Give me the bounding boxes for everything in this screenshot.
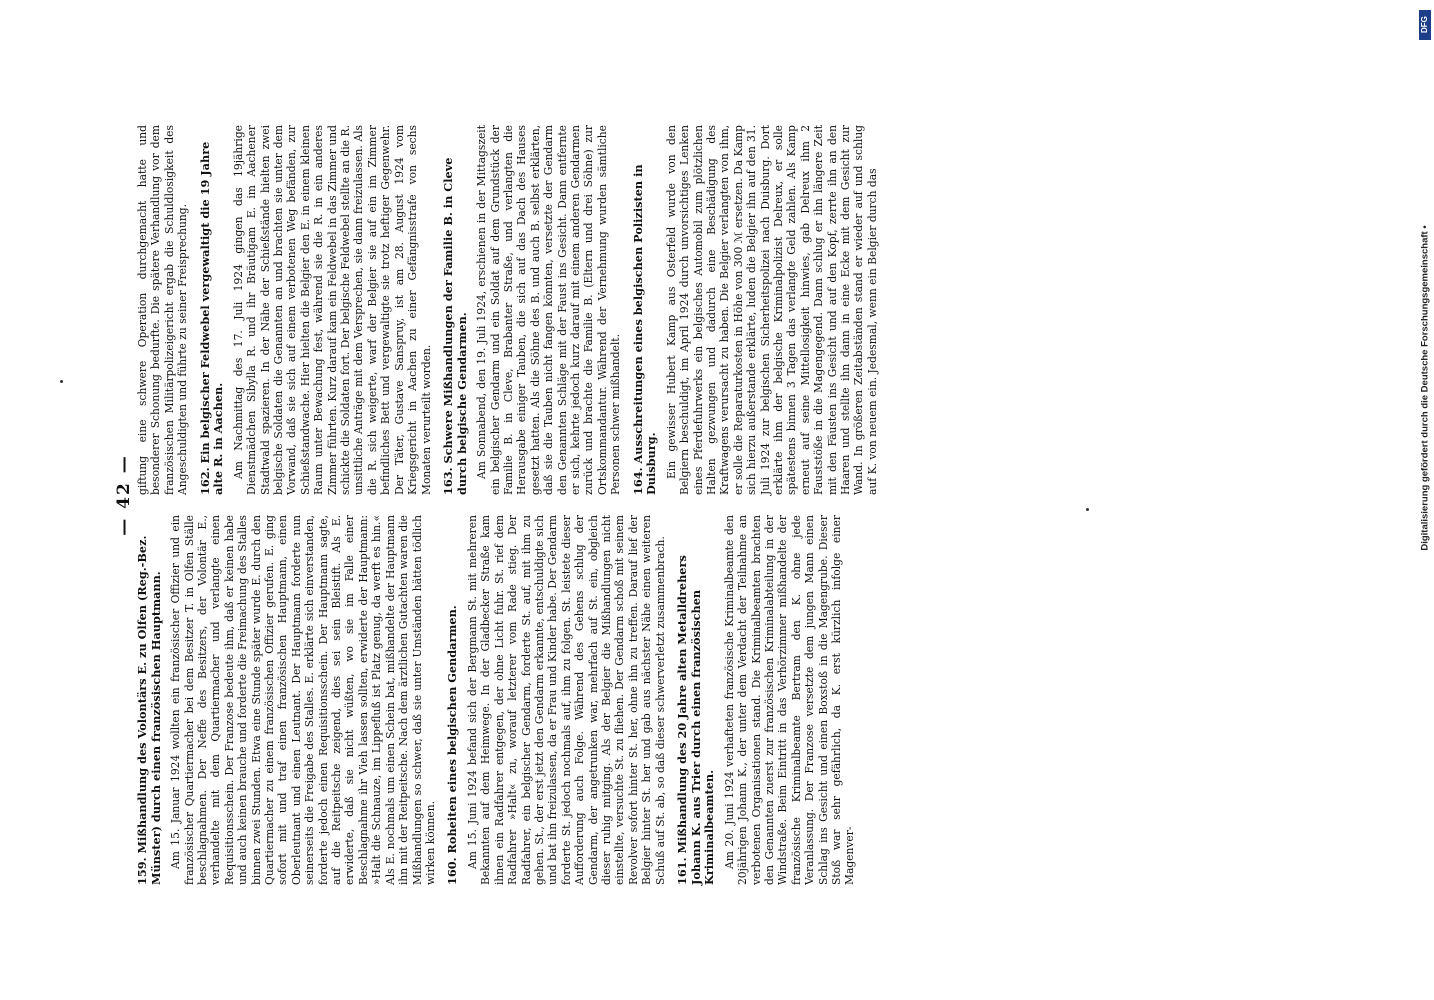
right-column (136, 125, 879, 495)
section-number: 164. (630, 467, 645, 495)
section-number: 159. (135, 857, 149, 885)
digitization-margin-note (1418, 0, 1432, 1000)
scan-speck (60, 380, 63, 383)
digitization-credit: Digitalisierung gefördert durch die Deutsche Forschungsgemeinschaft • (1419, 225, 1431, 551)
section-heading (676, 515, 717, 885)
continued-paragraph: giftung eine schwere Operation durchgemacht hatte und besonderer Schonung bedurfte. Die spätere Verhandlung vor dem französischen Militärpolizeigericht ergab die Schuldlosigkeit des Angeschuldigten und führte zu seiner Freisprechung. (136, 125, 190, 495)
section-paragraph: Am 15. Januar 1924 wollten ein französischer Offizier und ein französischer Quartiermacher bei dem Besitzer T. in Olfen Ställe beschlagnahmen. Der Neffe des Besitzers, der Volontär E., verhandelte mit dem Quartiermacher und verlangte einen Requisitionsschein. Der Franzose bedeute ihm, daß er keinen habe und auch keinen brauche und forderte die Freimachung des Stalles binnen zwei Stunden. Etwa eine Stunde später wurde E. durch den Quartiermacher zu einem französischen Offizier gerufen. E. ging sofort mit und traf einen französischen Hauptmann, einen Oberleutnant und einen Leutnant. Der Hauptmann forderte nun seinerseits die Freigabe des Stalles. E. erklärte sich einverstanden, forderte jedoch einen Requisitionsschein. Der Hauptmann sagte, auf die Reitpeitsche zeigend, dies sei sein Bleistift. Als E. erwiderte, daß sie nicht wüßten, wo sie im Falle einer Beschlagnahme ihr Vieh lassen sollten, erwiderte der Hauptmann: »Halt die Schnauze, im Lippefluß ist Platz genug, da werft es hin.« Als E. nochmals um einen Schein bat, mißhandelte der Hauptmann ihn mit der Reitpeitsche. Nach dem ärztlichen Gutachten waren die Mißhandlungen so schwer, daß sie unter Umständen hätten tödlich wirken können. (169, 515, 437, 885)
page-number: — 42 — (114, 454, 134, 536)
section-title: Roheiten eines belgischen Gendarmen. (445, 605, 460, 854)
dfg-logo: DFG (1419, 10, 1431, 40)
section-paragraph: Ein gewisser Hubert Kamp aus Osterfeld wurde von den Belgiern beschuldigt, im April 1924 durch unvorsichtiges Lenken eines Pferdefuhrwerks ein belgisches Automobil zum plötzlichen Halten gezwungen und dadurch eine Beschädigung des Kraftwagens verursacht zu haben. Die Belgier verlangten von ihm, er solle die Reparaturkosten in Höhe von 300 ℳ ersetzen. Da Kamp sich hierzu außerstande erklärte, luden die Belgier ihn auf den 31. Juli 1924 zur belgischen Sicherheitspolizei nach Duisburg. Dort erklärte ihm der belgische Kriminalpolizist Delreux, er solle spätestens binnen 3 Tagen das verlangte Geld zahlen. Als Kamp erneut auf seine Mittellosigkeit hinwies, gab Delreux ihm 2 Fauststöße in die Magengegend. Dann schlug er ihn längere Zeit mit den Fäusten ins Gesicht und auf den Kopf, zerrte ihn an den Haaren und stellte ihn dann in eine Ecke mit dem Gesicht zur Wand. In größeren Zeitabständen stand er wieder auf und schlug auf K. von neuem ein. Jedesmal, wenn ein Belgier durch das (664, 125, 879, 495)
section-paragraph: Am Nachmittag des 17. Juli 1924 gingen das 19jährige Dienstmädchen Sibylla R. und ihr Bräutigam E. im Aachener Stadtwald spazieren. In der Nähe der Schießstände hielten zwei belgische Soldaten die Genannten an und brachten sie unter dem Vorwand, daß sie sich auf einem verbotenen Weg befänden, zur Schießstandwache. Hier hielten die Belgier den E. in einem kleinen Raum unter Bewachung fest, während sie die R. in ein anderes Zimmer führten. Kurz darauf kam ein Feldwebel in das Zimmer und schickte die Soldaten fort. Der belgische Feldwebel stellte an die R. unsittliche Anträge mit dem Versprechen, sie dann freizulassen. Als die R. sich weigerte, warf der Belgier sie auf ein im Zimmer befindliches Bett und vergewaltigte sie trotz heftiger Gegenwehr. Der Täter, Gustave Sanspruy, ist am 28. August 1924 vom Kriegsgericht in Aachen zu einer Gefängnisstrafe von sechs Monaten verurteilt worden. (231, 125, 433, 495)
section-heading (442, 125, 469, 495)
section-heading (136, 515, 163, 885)
section-title: Ausschreitungen eines belgischen Polizisten in Duisburg. (630, 164, 659, 495)
scanned-page (112, 105, 1277, 885)
section-title: Schwere Mißhandlungen der Familie B. in Cleve durch belgische Gendarmen. (440, 157, 469, 495)
section-heading (199, 125, 226, 495)
section-heading (632, 125, 659, 495)
left-column (136, 515, 857, 885)
section-paragraph: Am 20. Juni 1924 verhafteten französische Kriminalbeamte den 20jährigen Johann K., der unter dem Verdacht der Teilnahme an verbotenen Organisationen stand. Die Kriminalbeamten brachten den Genannten zuerst zur französischen Kriminalabteilung in der Windstraße. Beim Eintritt in das Verhörzimmer mißhandelte der französische Kriminalbeamte Bertram den K. ohne jede Veranlassung. Der Franzose versetzte dem jungen Mann einen Schlag ins Gesicht und einen Boxstoß in die Magengrube. Dieser Stoß war sehr gefährlich, da K. erst kürzlich infolge einer Magenver- (722, 515, 857, 885)
section-paragraph: Am Sonnabend, den 19. Juli 1924, erschienen in der Mittagszeit ein belgischer Gendarm und ein Soldat auf dem Grundstück der Familie B. in Cleve, Brabanter Straße, und verlangten die Herausgabe einiger Tauben, die sich auf das Dach des Hauses gesetzt hatten. Als die Söhne des B. und auch B. selbst erklärten, daß sie die Tauben nicht fangen könnten, versetzte der Gendarm den Genannten Schläge mit der Faust ins Gesicht. Dann entfernte er sich, kehrte jedoch kurz darauf mit einem anderen Gendarmen zurück und brachte die Familie B. (Eltern und drei Söhne) zur Ortskommandantur. Während der Vernehmung wurden sämtliche Personen schwer mißhandelt. (475, 125, 623, 495)
section-heading (446, 515, 460, 885)
section-number: 160. (445, 857, 460, 885)
section-title: Ein belgischer Feldwebel vergewaltigt die 19 Jahre alte R. in Aachen. (197, 141, 226, 495)
section-title: Mißhandlung des Volontärs E. zu Olfen (Reg.-Bez. Münster) durch einen französischen Hauptmann. (135, 535, 163, 885)
section-number: 161. (675, 857, 689, 885)
scan-speck (1086, 508, 1089, 511)
section-number: 163. (440, 467, 455, 495)
section-number: 162. (197, 467, 212, 495)
section-title: Mißhandlung des 20 Jahre alten Metalldrehers Johann K. aus Trier durch einen französischen Kriminalbeamten. (675, 555, 717, 885)
section-paragraph: Am 15. Juni 1924 befand sich der Bergmann St. mit mehreren Bekannten auf dem Heimwege. In der Gladbecker Straße kam ihnen ein Radfahrer entgegen, der ohne Licht fuhr. St. rief dem Radfahrer »Halt« zu, worauf letzterer vom Rade stieg. Der Radfahrer, ein belgischer Gendarm, forderte St. auf, mit ihm zu gehen. St., der erst jetzt den Gendarm erkannte, entschuldigte sich und bat ihn freizulassen, da er Frau und Kinder habe. Der Gendarm forderte St. jedoch nochmals auf, ihm zu folgen. St. leistete dieser Aufforderung auch Folge. Während des Gehens schlug der Gendarm, der angetrunken war, mehrfach auf St. ein, obgleich dieser ruhig mitging. Als der Belgier die Mißhandlungen nicht einstellte, versuchte St. zu fliehen. Der Gendarm schoß mit seinem Revolver sofort hinter St. her, ohne ihn zu treffen. Darauf lief der Belgier hinter St. her und gab aus nächster Nähe einen weiteren Schuß auf St. ab, so daß dieser schwerverletzt zusammenbrach. (465, 515, 667, 885)
